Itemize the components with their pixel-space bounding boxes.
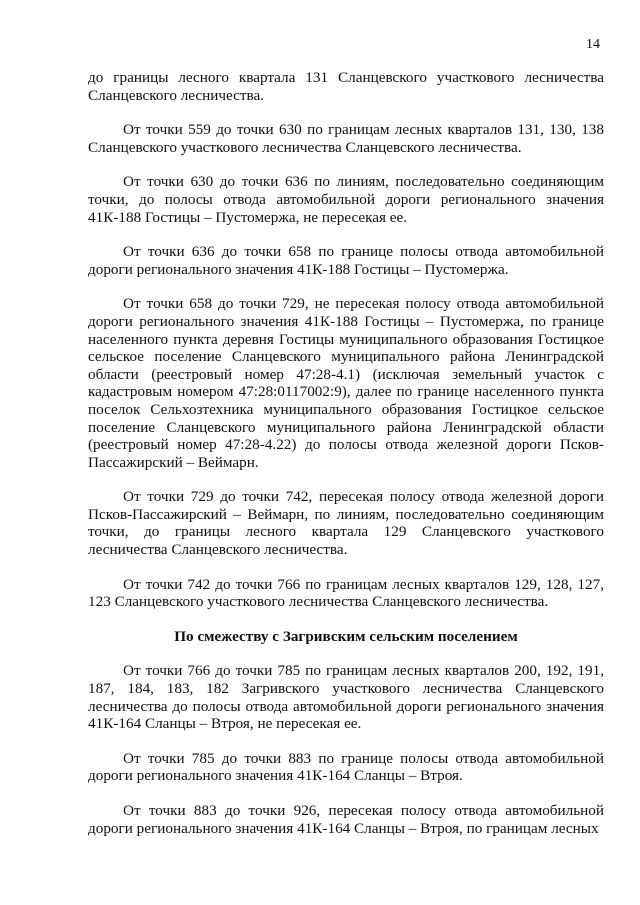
document-body xyxy=(88,69,604,854)
paragraph-729-742: От точки 729 до точки 742, пересекая полосу отвода железной дороги Псков-Пассажирский – Веймарн, по линиям, последовательно соединяющим точки, до границы лесного квартала 129 Сланцевского участкового лесничества Сланцевского лесничества. xyxy=(88,488,604,559)
paragraph-continuation: до границы лесного квартала 131 Сланцевского участкового лесничества Сланцевского лесничества. xyxy=(88,69,604,104)
page-number: 14 xyxy=(586,37,600,52)
section-heading: По смежеству с Загривским сельским поселением xyxy=(174,627,518,645)
paragraph-636-658: От точки 636 до точки 658 по границе полосы отвода автомобильной дороги регионального значения 41К-188 Гостицы – Пустомержа. xyxy=(88,243,604,278)
paragraph-883-926: От точки 883 до точки 926, пересекая полосу отвода автомобильной дороги регионального значения 41К-164 Сланцы – Втроя, по границам лесных xyxy=(88,802,604,837)
paragraph-785-883: От точки 785 до точки 883 по границе полосы отвода автомобильной дороги регионального значения 41К-164 Сланцы – Втроя. xyxy=(88,749,604,785)
paragraph-766-785: От точки 766 до точки 785 по границам лесных кварталов 200, 192, 191, 187, 184, 183, 182 Загривского участкового лесничества Сланцевского лесничества до полосы отвода автомобильной дороги регионального значения 41К-164 Сланцы – Втроя, не пересекая ее. xyxy=(88,662,604,733)
paragraph-658-729: От точки 658 до точки 729, не пересекая полосу отвода автомобильной дороги регионального значения 41К-188 Гостицы – Пустомержа, по границе населенного пункта деревня Гостицы муниципального образования Гостицкое сельское поселение Сланцевского муниципального района Ленинградской области (реестровый номер 47:28-4.1) (исключая земельный участок с кадастровым номером 47:28:0117002:9), далее по границе населенного пункта поселок Сельхозтехника муниципального образования Гостицкое сельское поселение Сланцевского муниципального района Ленинградской области (реестровый номер 47:28-4.22) до полосы отвода железной дороги Псков-Пассажирский – Веймарн. xyxy=(88,295,604,471)
paragraph-630-636: От точки 630 до точки 636 по линиям, последовательно соединяющим точки, до полосы отвода автомобильной дороги регионального значения 41К-188 Гостицы – Пустомержа, не пересекая ее. xyxy=(88,173,604,226)
paragraph-559-630: От точки 559 до точки 630 по границам лесных кварталов 131, 130, 138 Сланцевского участкового лесничества Сланцевского лесничества. xyxy=(88,121,604,156)
paragraph-742-766: От точки 742 до точки 766 по границам лесных кварталов 129, 128, 127, 123 Сланцевского участкового лесничества Сланцевского лесничества. xyxy=(88,575,604,611)
